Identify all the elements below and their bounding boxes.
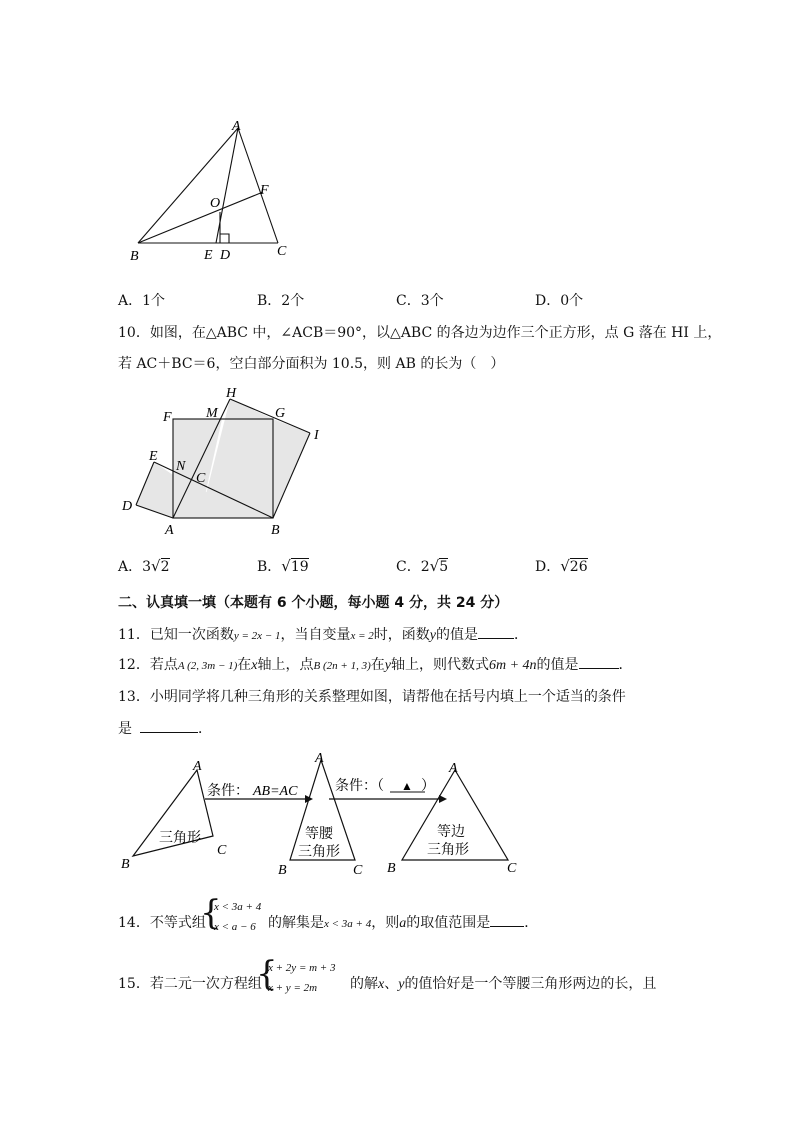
q14-pre: 14．不等式组 xyxy=(118,915,206,931)
fig9-label-E: E xyxy=(204,248,213,263)
fig10-label-E: E xyxy=(149,449,158,464)
q14-system-row1: x < 3a + 4 xyxy=(214,901,262,913)
q9-option-d: D．0个 xyxy=(535,293,584,309)
fig10-label-M: M xyxy=(206,406,218,421)
q15-brace: { xyxy=(256,954,278,994)
figure-q13 xyxy=(115,748,535,883)
fig9-label-F: F xyxy=(260,183,269,198)
fig9-label-D: D xyxy=(220,248,231,263)
q13-cond2-end: ） xyxy=(421,779,435,794)
q13-line1: 13．小明同学将几种三角形的关系整理如图，请帮他在括号内填上一个适当的条件 xyxy=(118,689,626,705)
fig10-label-F: F xyxy=(163,410,172,425)
q14-post: 的解集是x < 3a + 4，则a的取值范围是 ． xyxy=(268,915,539,931)
fig10-label-G: G xyxy=(275,406,286,421)
q11-answer-blank xyxy=(478,626,514,639)
q13-tri3-A: A xyxy=(449,761,458,776)
q10-option-b: B．√19 xyxy=(257,557,309,575)
q15-pre: 15．若二元一次方程组 xyxy=(118,976,262,992)
q10-option-b-radicand: 19 xyxy=(290,559,309,575)
q10-option-d: D．√26 xyxy=(535,557,588,575)
q13-tri2-label-2: 三角形 xyxy=(298,845,340,860)
q12: 12．若点A (2, 3m − 1)在x轴上，点B (2n + 1, 3)在y轴上，则代数式6m + 4n的值是 ． xyxy=(118,657,633,673)
q9-option-b: B．2个 xyxy=(257,293,305,309)
q13-tri2-label-1: 等腰 xyxy=(305,827,333,842)
fig9-label-A: A xyxy=(232,119,241,134)
q14-system-row2: x < a − 6 xyxy=(214,921,256,933)
q13-tri2-C: C xyxy=(353,863,363,878)
q10-option-c: C．2√5 xyxy=(396,557,449,575)
fig10-label-C: C xyxy=(196,471,206,486)
q13-tri3-C: C xyxy=(507,861,517,876)
q13-tri1-B: B xyxy=(121,857,130,872)
q14-system xyxy=(214,900,261,934)
q10-line1: 10．如图，在△ABC 中，∠ACB＝90°，以△ABC 的各边为边作三个正方形，点 G 落在 HI 上， xyxy=(118,325,722,341)
figure-q10 xyxy=(118,382,338,542)
q13-tri2-A: A xyxy=(315,751,324,766)
q10-option-c-radicand: 5 xyxy=(439,559,449,575)
fig9-label-C: C xyxy=(277,244,287,259)
fig10-label-B: B xyxy=(271,523,280,538)
q13-tri3-label-2: 三角形 xyxy=(427,843,469,858)
q10-line2: 若 AC＋BC＝6，空白部分面积为 10.5，则 AB 的长为（ ） xyxy=(118,356,505,372)
q13-tri2-B: B xyxy=(278,863,287,878)
q10-option-a: A．3√2 xyxy=(118,557,170,575)
q15-system-row1: x + 2y = m + 3 xyxy=(268,962,336,974)
q14-brace: { xyxy=(200,893,222,933)
fig10-label-A: A xyxy=(165,523,174,538)
fig10-label-I: I xyxy=(314,428,319,443)
q13-cond2-label: 条件：（ xyxy=(335,779,384,794)
q13-tri1-label: 三角形 xyxy=(159,831,201,846)
q14-answer-blank xyxy=(490,914,524,927)
q13-cond1-label: 条件： xyxy=(207,784,249,799)
q13-tri3-label-1: 等边 xyxy=(437,825,465,840)
q15-system-row2: x + y = 2m xyxy=(268,982,318,994)
q13-cond1-math: AB=AC xyxy=(253,784,298,799)
fig9-label-B: B xyxy=(130,249,139,264)
section-2-heading: 二、认真填一填（本题有 6 个小题，每小题 4 分，共 24 分） xyxy=(118,595,509,611)
q13-tri1-C: C xyxy=(217,843,227,858)
q10-option-d-radicand: 26 xyxy=(569,559,588,575)
fig10-label-D: D xyxy=(122,499,133,514)
fig10-label-N: N xyxy=(176,459,186,474)
fig10-label-H: H xyxy=(226,386,237,401)
q12-answer-blank xyxy=(579,656,619,669)
figure-q9 xyxy=(120,115,300,265)
q13-line2: 是 ． xyxy=(118,721,212,737)
q15-post: 的解x、y的值恰好是一个等腰三角形两边的长，且 xyxy=(350,976,657,992)
q13-tri3-B: B xyxy=(387,861,396,876)
q9-option-a: A．1个 xyxy=(118,293,166,309)
q15-system xyxy=(268,961,335,995)
q13-cond2-mark: ▲ xyxy=(401,779,413,793)
q11: 11．已知一次函数y = 2x − 1，当自变量x = 2时，函数y的值是 ． xyxy=(118,627,528,643)
q13-answer-blank xyxy=(140,720,198,733)
q9-option-c: C．3个 xyxy=(396,293,444,309)
q10-option-a-radicand: 2 xyxy=(160,559,170,575)
q13-tri1-A: A xyxy=(193,759,202,774)
fig9-label-O: O xyxy=(210,196,221,211)
